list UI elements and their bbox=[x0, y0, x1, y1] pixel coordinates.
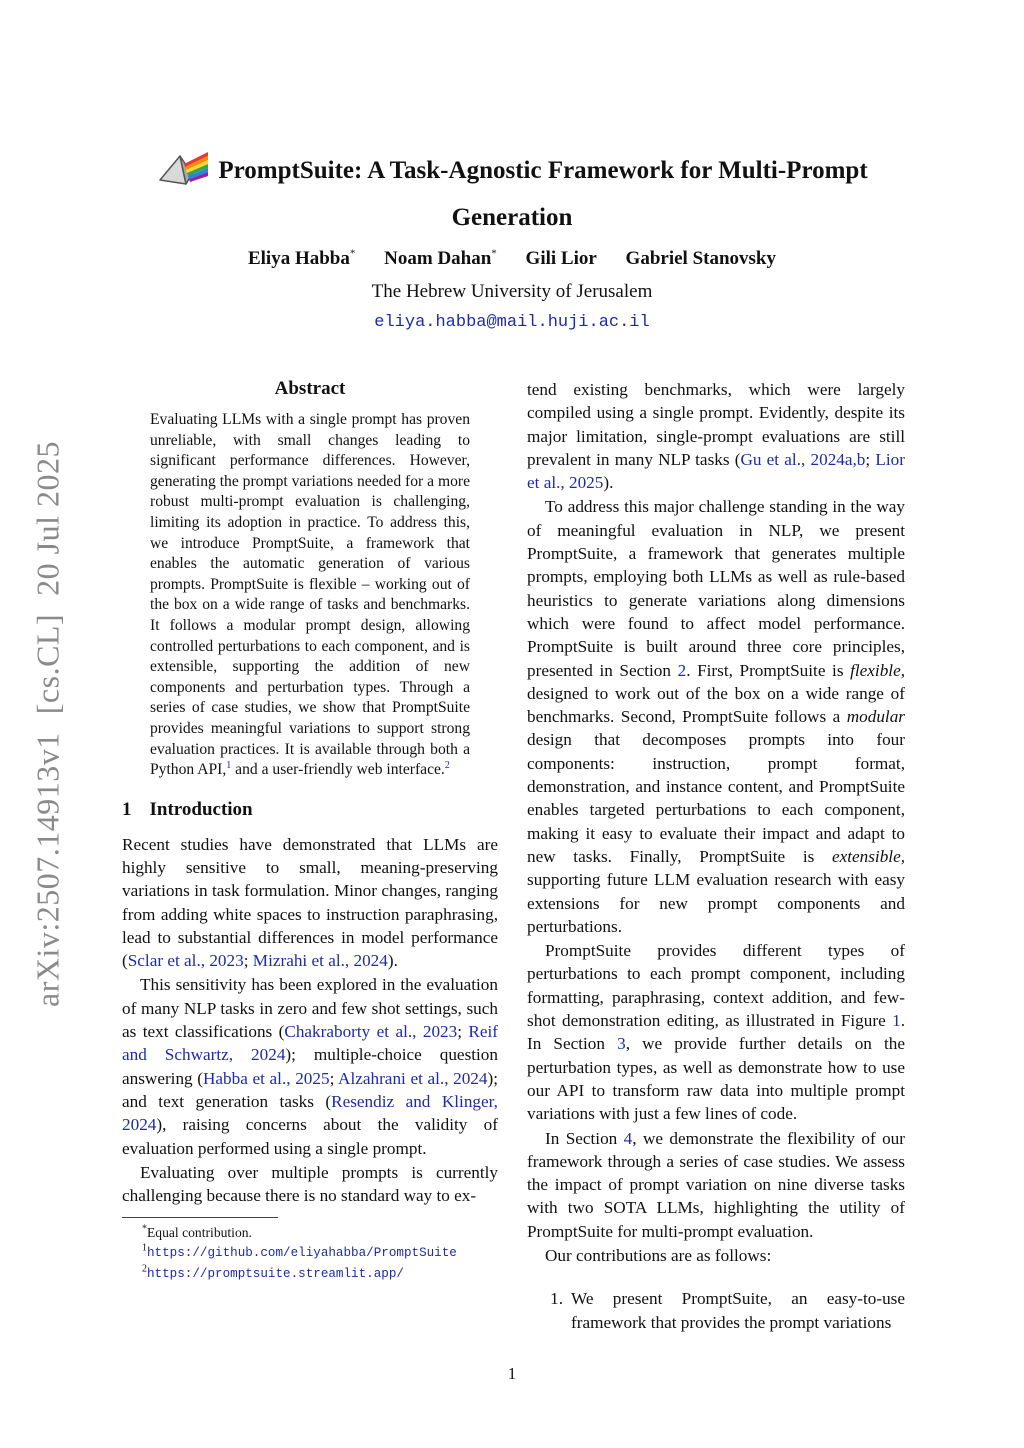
author-email-link[interactable]: eliya.habba@mail.huji.ac.il bbox=[374, 313, 650, 332]
author: Gili Lior bbox=[525, 248, 597, 269]
citation-link[interactable]: Chakraborty et al., 2023 bbox=[284, 1022, 458, 1042]
footnote-divider bbox=[122, 1217, 278, 1218]
author: Eliya Habba* bbox=[247, 247, 356, 269]
intro-paragraph: PromptSuite provides different types of perturbations to each prompt component, including formatting, paraphrasing, context addition, and few-shot demonstration editing, as illustrated in Figure 1. In Section 3, we provide further details on the perturbation types, as well as demonstrate how to use our API to transform raw data into multiple prompt variations with just a few lines of code. bbox=[527, 941, 905, 1124]
prism-logo-icon bbox=[156, 150, 210, 199]
title-line-2: Generation bbox=[451, 204, 573, 231]
list-item: 1. We present PromptSuite, an easy-to-use framework that provides the prompt variations bbox=[550, 1289, 905, 1332]
author-list bbox=[140, 248, 884, 270]
citation-link[interactable]: Gu et al., 2024a,b bbox=[740, 449, 866, 469]
intro-paragraph: Recent studies have demonstrated that LLMs are highly sensitive to small, meaning-preserving variations in task formulation. Minor changes, ranging from adding white spaces to instruction paraphrasing, lead to substantial differences in model performance (Sclar et al., 2023; Mizrahi et al., 2024). bbox=[122, 834, 498, 971]
intro-paragraph: In Section 4, we demonstrate the flexibility of our framework through a series of case studies. We assess the impact of prompt variation on nine diverse tasks with two SOTA LLMs, highlighting the utility of PromptSuite for multi-prompt evaluation. bbox=[527, 1128, 905, 1241]
title-block bbox=[140, 150, 884, 236]
section-ref-link[interactable]: 2 bbox=[677, 660, 687, 680]
left-column bbox=[122, 378, 498, 1284]
citation-link[interactable]: Habba et al., 2025 bbox=[203, 1068, 330, 1088]
abstract-text: Evaluating LLMs with a single prompt has proven unreliable, with small changes leading to significant performance differences. However, generating the prompt variations needed for a more robust multi-prompt evaluation is challenging, limiting its adoption in practice. To address this, we introduce PromptSuite, a framework that enables the automatic generation of various prompts. PromptSuite is flexible – working out of the box on a wide range of tasks and benchmarks. It follows a modular prompt design, allowing controlled perturbations to each component, and is extensible, supporting the addition of new components and perturbation types. Through a series of case studies, we show that PromptSuite provides meaningful variations to support strong evaluation practices. It is available through both a Python API,$^1$ and a user-friendly web interface.$^2$ bbox=[150, 411, 470, 779]
citation-link[interactable]: Lior et al., 2025 bbox=[527, 449, 905, 493]
intro-paragraph: This sensitivity has been explored in the evaluation of many NLP tasks in zero and few shot settings, such as text classifications (Chakraborty et al., 2023; Reif and Schwartz, 2024); multiple-choice question answering (Habba et al., 2025; Alzahrani et al., 2024); and text generation tasks (Resendiz and Klinger, 2024), raising concerns about the validity of evaluation performed using a single prompt. bbox=[122, 975, 498, 1158]
footnote-ref[interactable]: 2 bbox=[444, 759, 450, 771]
github-link[interactable]: https://github.com/eliyahabba/PromptSuite bbox=[147, 1246, 457, 1261]
section-ref-link[interactable]: 3 bbox=[617, 1034, 626, 1054]
footnotes bbox=[122, 1223, 498, 1284]
intro-paragraph: Evaluating over multiple prompts is currently challenging because there is no standard way to ex- bbox=[122, 1162, 498, 1206]
paper-title bbox=[140, 150, 884, 236]
arxiv-id: arXiv:2507.14913v1 bbox=[29, 732, 66, 1007]
citation-link[interactable]: Reif and Schwartz, 2024 bbox=[122, 1022, 498, 1065]
affiliation: The Hebrew University of Jerusalem bbox=[371, 281, 653, 302]
citation-link[interactable]: Mizrahi et al., 2024 bbox=[252, 951, 388, 971]
figure-ref-link[interactable]: 1 bbox=[892, 1011, 901, 1031]
webapp-link[interactable]: https://promptsuite.streamlit.app/ bbox=[147, 1267, 404, 1282]
intro-paragraph: Our contributions are as follows: bbox=[545, 1245, 772, 1265]
abstract-heading: Abstract bbox=[274, 378, 346, 399]
intro-paragraph: tend existing benchmarks, which were largely compiled using a single prompt. Evidently, despite its major limitation, single-prompt evaluations are still prevalent in many NLP tasks (Gu et al., 2024a,b; Lior et al., 2025). bbox=[527, 380, 905, 493]
title-line-1: PromptSuite: A Task-Agnostic Framework for Multi-Prompt bbox=[218, 157, 868, 184]
intro-paragraph: To address this major challenge standing in the way of meaningful evaluation in NLP, we present PromptSuite, a framework that generates multiple prompts, employing both LLMs as well as rule-based heuristics to generate variations along dimensions which were found to affect model performance. PromptSuite is built around three core principles, presented in Section 2. First, PromptSuite is flexible, designed to work out of the box on a wide range of benchmarks. Second, PromptSuite follows a modular design that decomposes prompts into four components: instruction, prompt format, demonstration, and instance content, and PromptSuite enables targeted perturbations to each component, making it easy to evaluate their impact and adapt to new tasks. Finally, PromptSuite is extensible, supporting future LLM evaluation research with easy extensions for new prompt components and perturbations. bbox=[527, 497, 906, 936]
arxiv-stamp bbox=[30, 441, 67, 1007]
author: Noam Dahan* bbox=[384, 247, 497, 269]
section-heading-introduction: 1 Introduction bbox=[122, 798, 253, 820]
citation-link[interactable]: Alzahrani et al., 2024 bbox=[338, 1068, 488, 1088]
footnote-2: $^2$https://promptsuite.streamlit.app/ bbox=[142, 1263, 404, 1282]
page-number: 1 bbox=[507, 1364, 517, 1383]
arxiv-date: 20 Jul 2025 bbox=[29, 441, 66, 596]
right-column bbox=[527, 378, 905, 1334]
footnote-equal: *Equal contribution. bbox=[142, 1223, 252, 1241]
author: Gabriel Stanovsky bbox=[625, 248, 776, 269]
citation-link[interactable]: Resendiz and Klinger, 2024 bbox=[122, 1091, 498, 1135]
footnote-1: $^1$https://github.com/eliyahabba/PromptSuite bbox=[142, 1242, 457, 1261]
citation-link[interactable]: Sclar et al., 2023 bbox=[127, 951, 244, 971]
section-ref-link[interactable]: 4 bbox=[623, 1128, 633, 1148]
footnote-ref[interactable]: 1 bbox=[226, 759, 232, 771]
arxiv-category: [cs.CL] bbox=[29, 613, 66, 715]
